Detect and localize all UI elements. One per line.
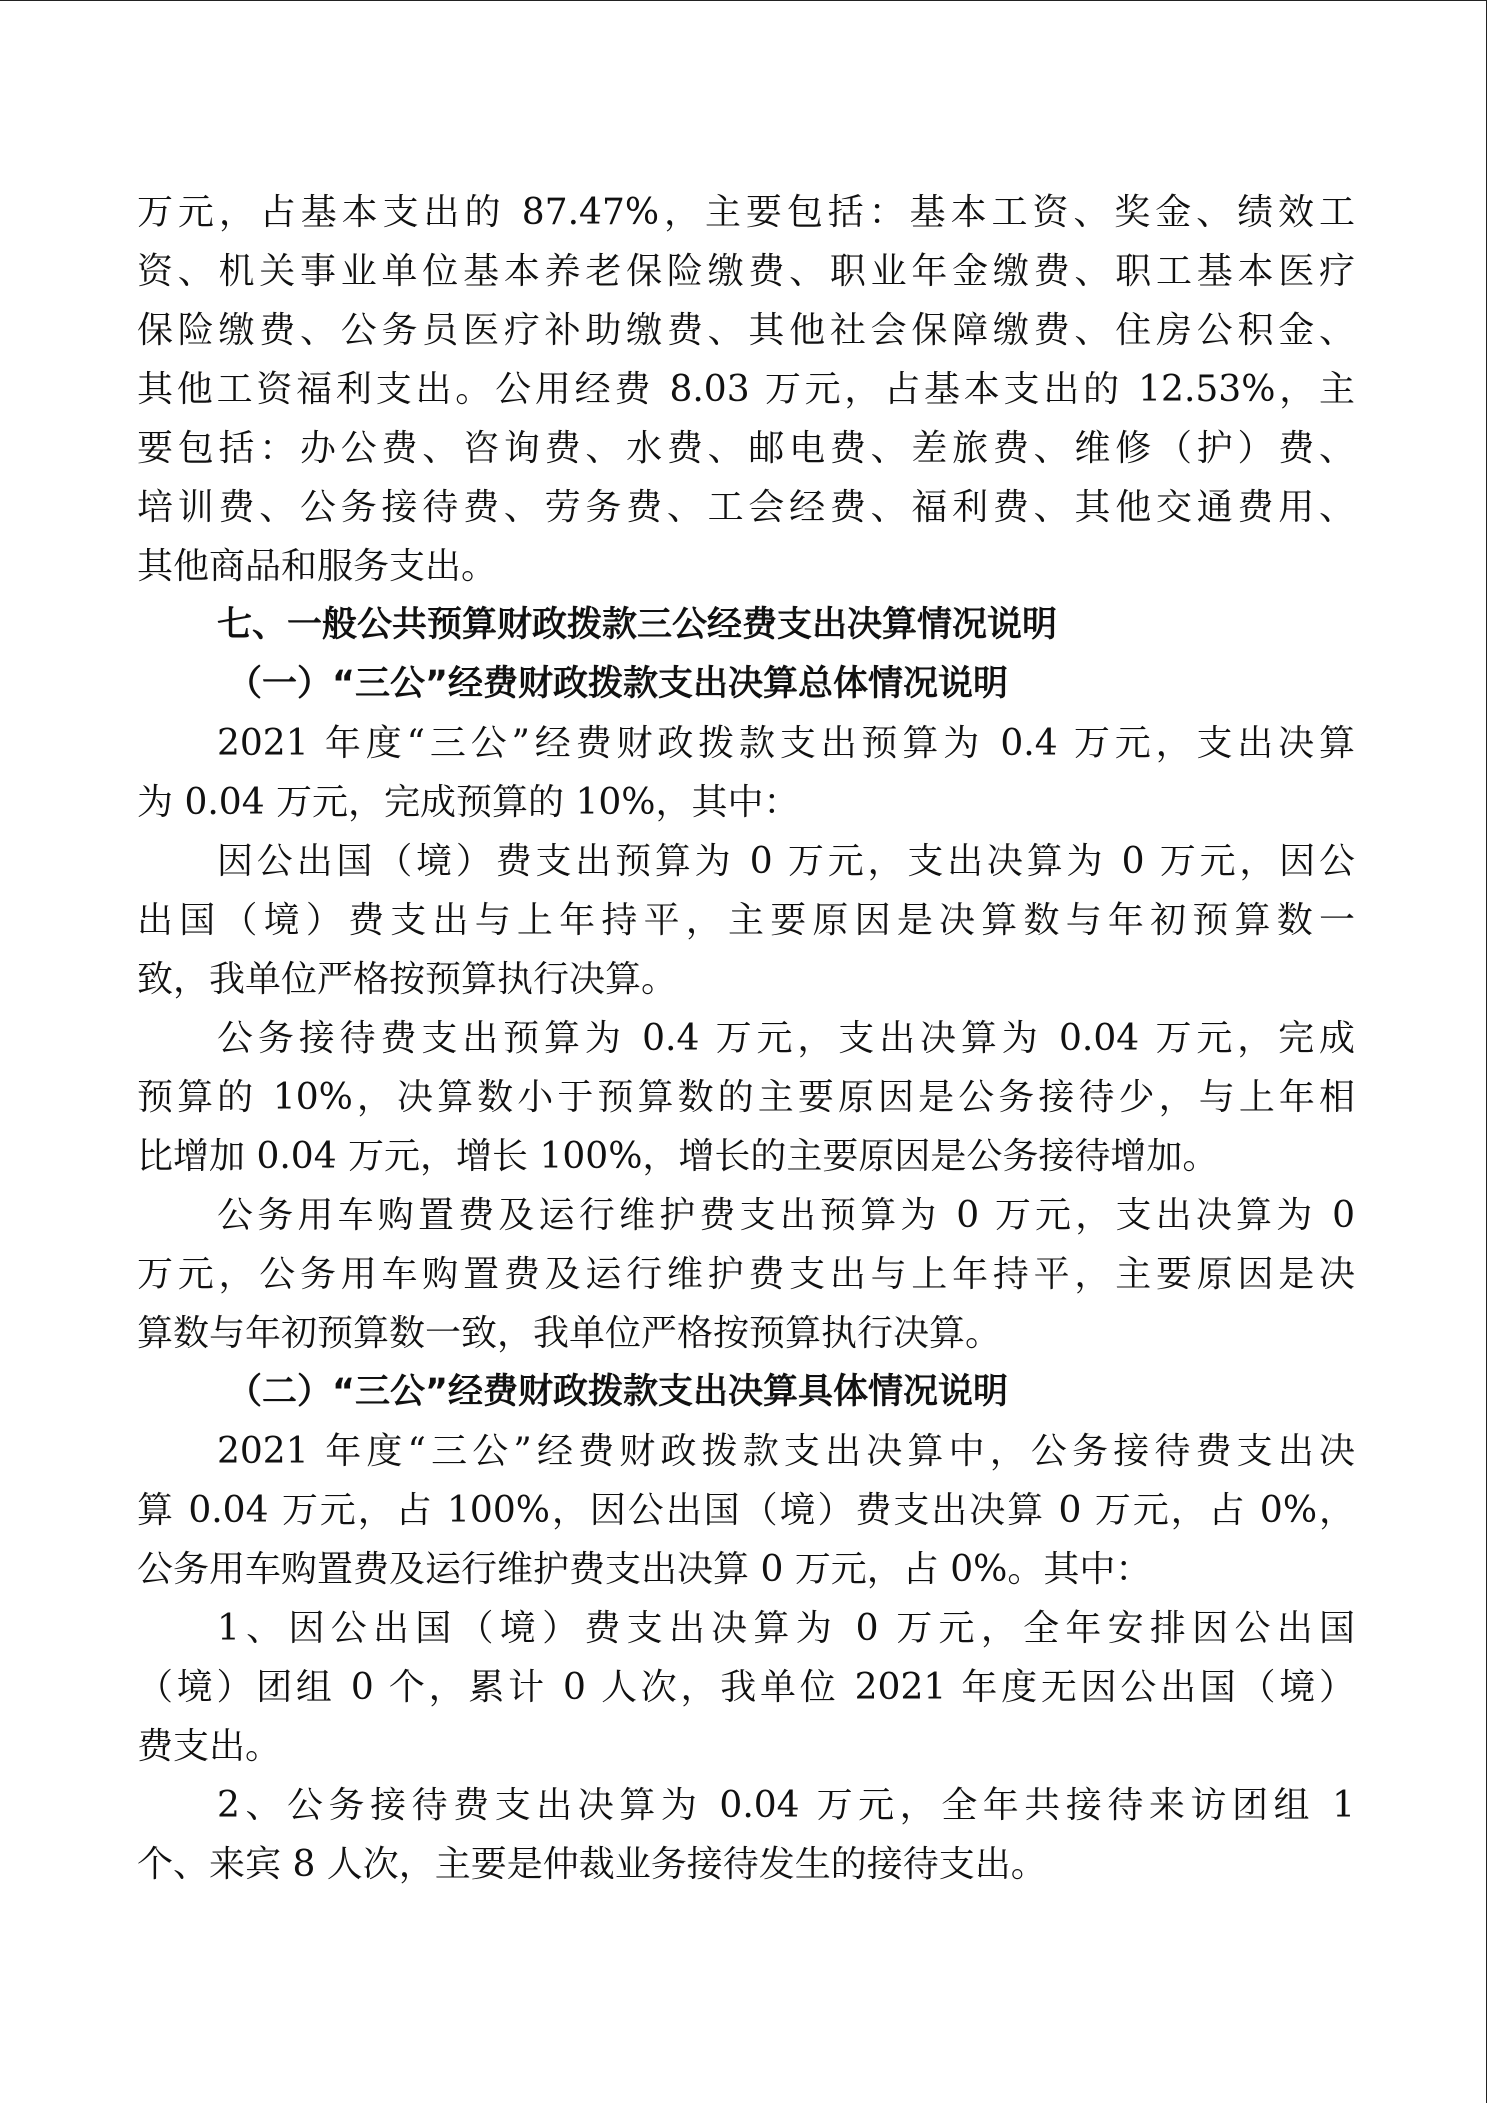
- section-heading: 七、一般公共预算财政拨款三公经费支出决算情况说明: [217, 605, 1058, 645]
- paragraph-reception-detail: [137, 1776, 1355, 1894]
- text-line: 预算的 10%，决算数小于预算数的主要原因是公务接待少，与上年相: [137, 1077, 1355, 1118]
- text-line: 万元，占基本支出的 87.47%，主要包括：基本工资、奖金、绩效工: [137, 192, 1355, 233]
- text-line: 要包括：办公费、咨询费、水费、邮电费、差旅费、维修（护）费、: [137, 428, 1355, 469]
- subsection-heading: （一）“三公”经费财政拨款支出决算总体情况说明: [227, 664, 1009, 704]
- paragraph-overseas-budget: [137, 832, 1355, 1009]
- paragraph-specific-breakdown: [137, 1422, 1355, 1599]
- subsection-heading: （二）“三公”经费财政拨款支出决算具体情况说明: [227, 1372, 1009, 1412]
- text-line: 算 0.04 万元，占 100%，因公出国（境）费支出决算 0 万元，占 0%，: [137, 1490, 1355, 1531]
- text-line: 公务接待费支出预算为 0.4 万元，支出决算为 0.04 万元，完成: [217, 1018, 1355, 1059]
- text-line: 个、来宾 8 人次，主要是仲裁业务接待发生的接待支出。: [137, 1844, 1047, 1885]
- text-line: 2021 年度“三公”经费财政拨款支出预算为 0.4 万元，支出决算: [217, 723, 1355, 764]
- text-line: 因公出国（境）费支出预算为 0 万元，支出决算为 0 万元，因公: [217, 841, 1355, 882]
- paragraph-basic-expenditure: [137, 183, 1355, 596]
- paragraph-reception-budget: [137, 1009, 1355, 1186]
- text-line: 万元，公务用车购置费及运行维护费支出与上年持平，主要原因是决: [137, 1254, 1355, 1295]
- text-line: （境）团组 0 个，累计 0 人次，我单位 2021 年度无因公出国（境）: [137, 1667, 1355, 1708]
- text-line: 2、公务接待费支出决算为 0.04 万元，全年共接待来访团组 1: [217, 1785, 1355, 1826]
- text-line: 其他商品和服务支出。: [137, 546, 498, 587]
- paragraph-vehicle-budget: [137, 1186, 1355, 1363]
- text-line: 资、机关事业单位基本养老保险缴费、职业年金缴费、职工基本医疗: [137, 251, 1355, 292]
- text-line: 保险缴费、公务员医疗补助缴费、其他社会保障缴费、住房公积金、: [137, 310, 1355, 351]
- text-line: 费支出。: [137, 1726, 282, 1767]
- text-line: 出国（境）费支出与上年持平，主要原因是决算数与年初预算数一: [137, 900, 1355, 941]
- text-line: 为 0.04 万元，完成预算的 10%，其中：: [137, 782, 800, 823]
- text-line: 算数与年初预算数一致，我单位严格按预算执行决算。: [137, 1313, 1002, 1354]
- document-body: [137, 183, 1355, 1894]
- text-line: 比增加 0.04 万元，增长 100%，增长的主要原因是公务接待增加。: [137, 1136, 1219, 1177]
- text-line: 致，我单位严格按预算执行决算。: [137, 959, 678, 1000]
- paragraph-overall-budget: [137, 714, 1355, 832]
- text-line: 公务用车购置费及运行维护费支出决算 0 万元，占 0%。其中：: [137, 1549, 1152, 1590]
- text-line: 公务用车购置费及运行维护费支出预算为 0 万元，支出决算为 0: [217, 1195, 1355, 1236]
- text-line: 培训费、公务接待费、劳务费、工会经费、福利费、其他交通费用、: [137, 487, 1355, 528]
- text-line: 其他工资福利支出。公用经费 8.03 万元，占基本支出的 12.53%，主: [137, 369, 1355, 410]
- paragraph-overseas-detail: [137, 1599, 1355, 1776]
- text-line: 1、因公出国（境）费支出决算为 0 万元，全年安排因公出国: [217, 1608, 1355, 1649]
- text-line: 2021 年度“三公”经费财政拨款支出决算中，公务接待费支出决: [217, 1431, 1355, 1472]
